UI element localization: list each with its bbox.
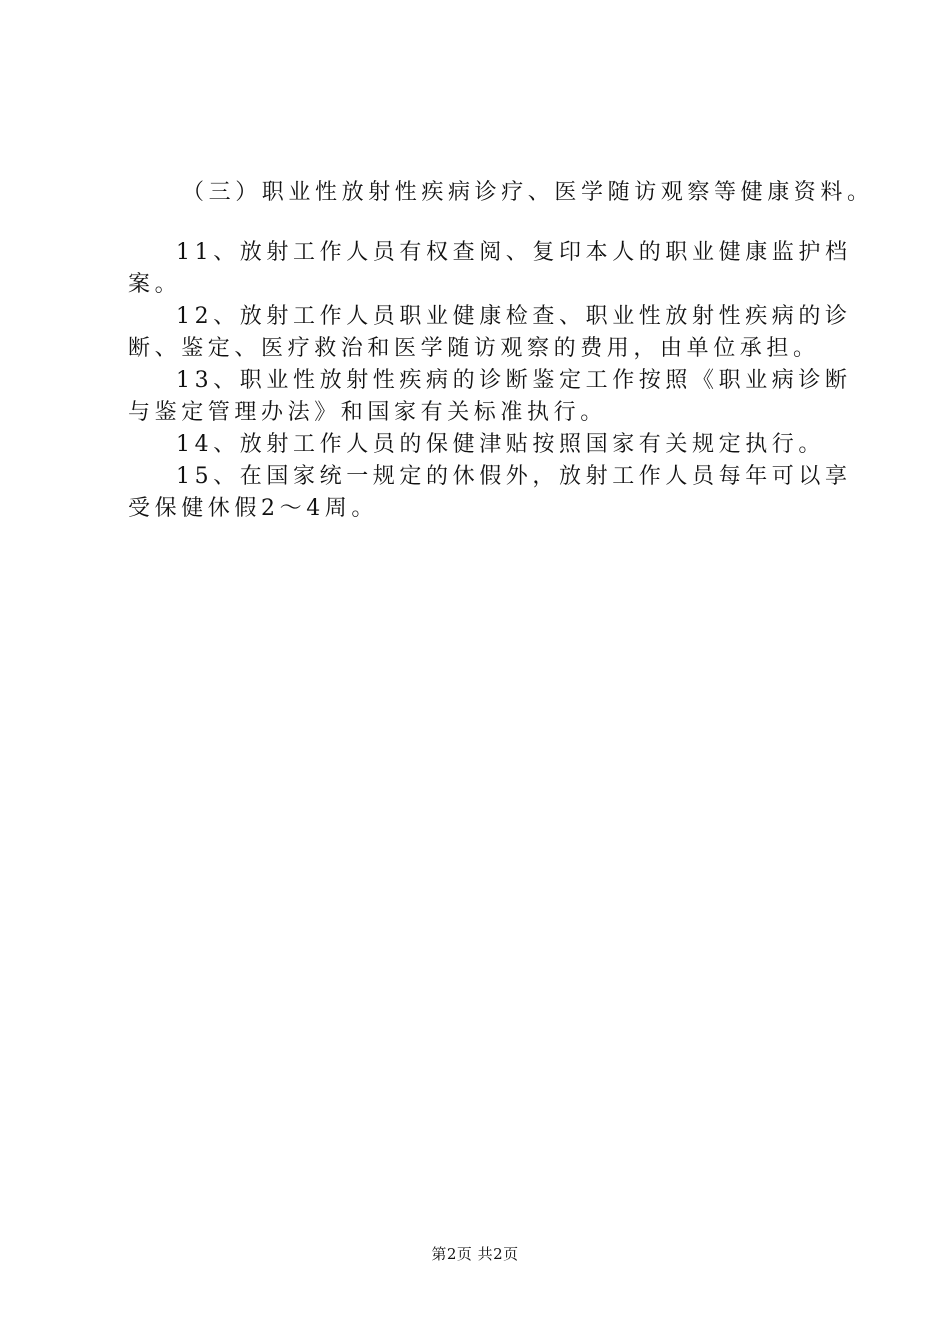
paragraph-11-line-1: 11、放射工作人员有权查阅、复印本人的职业健康监护档 bbox=[176, 240, 852, 265]
paragraph-13-line-1: 13、职业性放射性疾病的诊断鉴定工作按照《职业病诊断 bbox=[176, 368, 852, 393]
paragraph-12-line-2: 断、鉴定、医疗救治和医学随访观察的费用，由单位承担。 bbox=[128, 336, 820, 361]
paragraph-15-line-2: 受保健休假2～4周。 bbox=[128, 496, 378, 521]
paragraph-11-line-2: 案。 bbox=[128, 272, 182, 297]
paragraph-14-line-1: 14、放射工作人员的保健津贴按照国家有关规定执行。 bbox=[176, 432, 825, 457]
paragraph-15-line-1: 15、在国家统一规定的休假外，放射工作人员每年可以享 bbox=[176, 464, 852, 489]
paragraph-intro: （三）职业性放射性疾病诊疗、医学随访观察等健康资料。 bbox=[182, 180, 874, 205]
page-footer-indicator: 第2页 共2页 bbox=[431, 1245, 519, 1263]
paragraph-12-line-1: 12、放射工作人员职业健康检查、职业性放射性疾病的诊 bbox=[176, 304, 852, 329]
paragraph-13-line-2: 与鉴定管理办法》和国家有关标准执行。 bbox=[128, 400, 607, 425]
